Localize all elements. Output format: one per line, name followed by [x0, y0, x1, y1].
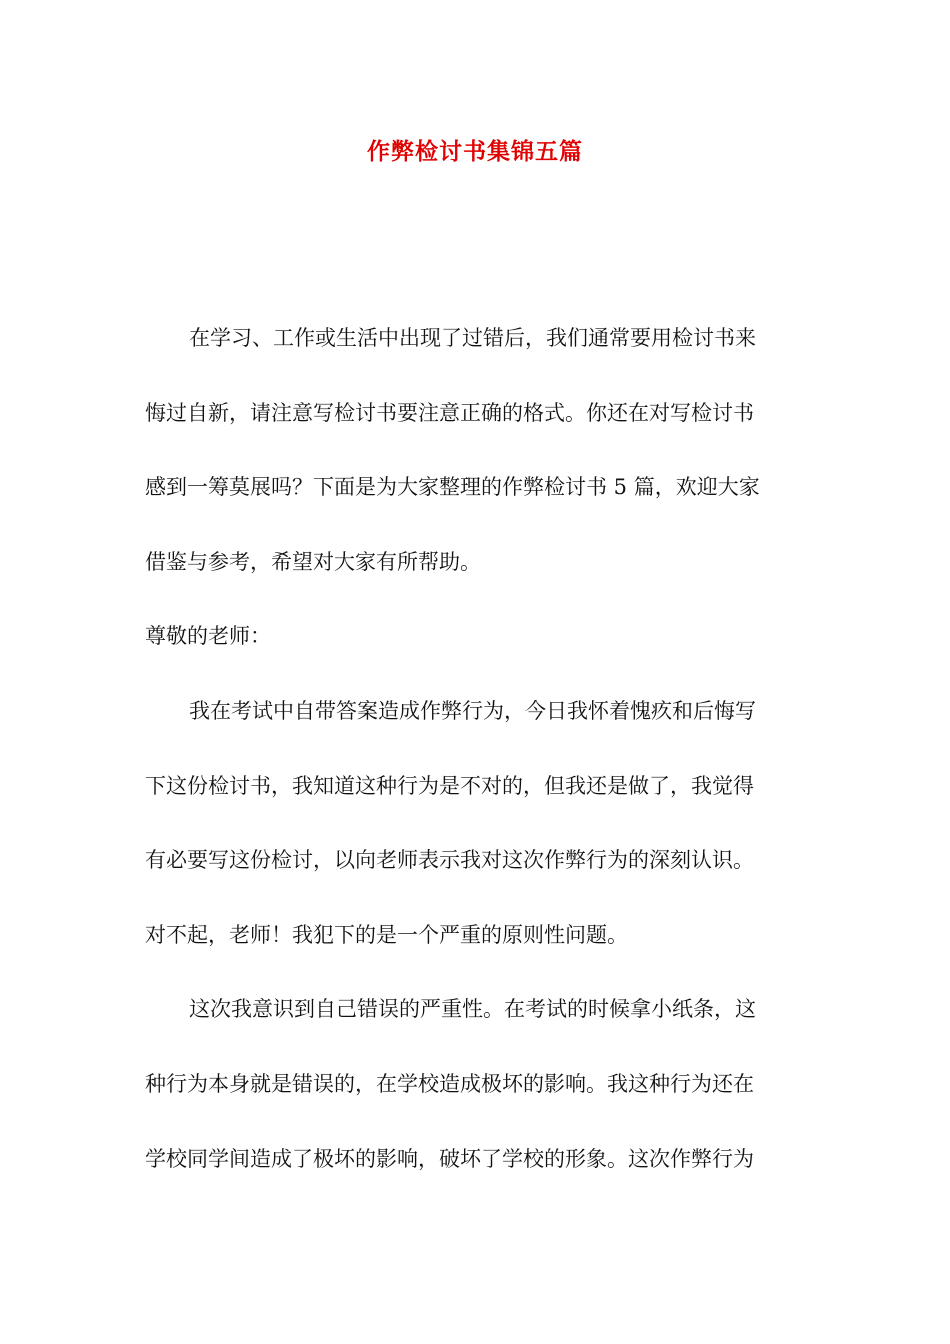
- salutation: 尊敬的老师：: [145, 624, 271, 649]
- text-line: 学校同学间造成了极坏的影响，破坏了学校的形象。这次作弊行为: [145, 1146, 754, 1171]
- text-line: 悔过自新，请注意写检讨书要注意正确的格式。你还在对写检讨书: [145, 400, 754, 425]
- text-line: 对不起，老师！我犯下的是一个严重的原则性问题。: [145, 922, 628, 947]
- document-body: [145, 318, 809, 1213]
- text-line: 我在考试中自带答案造成作弊行为，今日我怀着愧疚和后悔写: [189, 698, 756, 723]
- text-line: 借鉴与参考，希望对大家有所帮助。: [145, 549, 481, 574]
- text-line: 这次我意识到自己错误的严重性。在考试的时候拿小纸条，这: [189, 997, 756, 1022]
- text-line: 在学习、工作或生活中出现了过错后，我们通常要用检讨书来: [189, 326, 756, 350]
- document-title: 作弊检讨书集锦五篇: [367, 138, 583, 165]
- text-line: 下这份检讨书，我知道这种行为是不对的，但我还是做了，我觉得: [145, 773, 754, 798]
- text-line: 有必要写这份检讨，以向老师表示我对这次作弊行为的深刻认识。: [145, 848, 754, 873]
- text-line: 感到一筹莫展吗？下面是为大家整理的作弊检讨书 5 篇，欢迎大家: [145, 475, 760, 500]
- text-line: 种行为本身就是错误的，在学校造成极坏的影响。我这种行为还在: [145, 1071, 754, 1096]
